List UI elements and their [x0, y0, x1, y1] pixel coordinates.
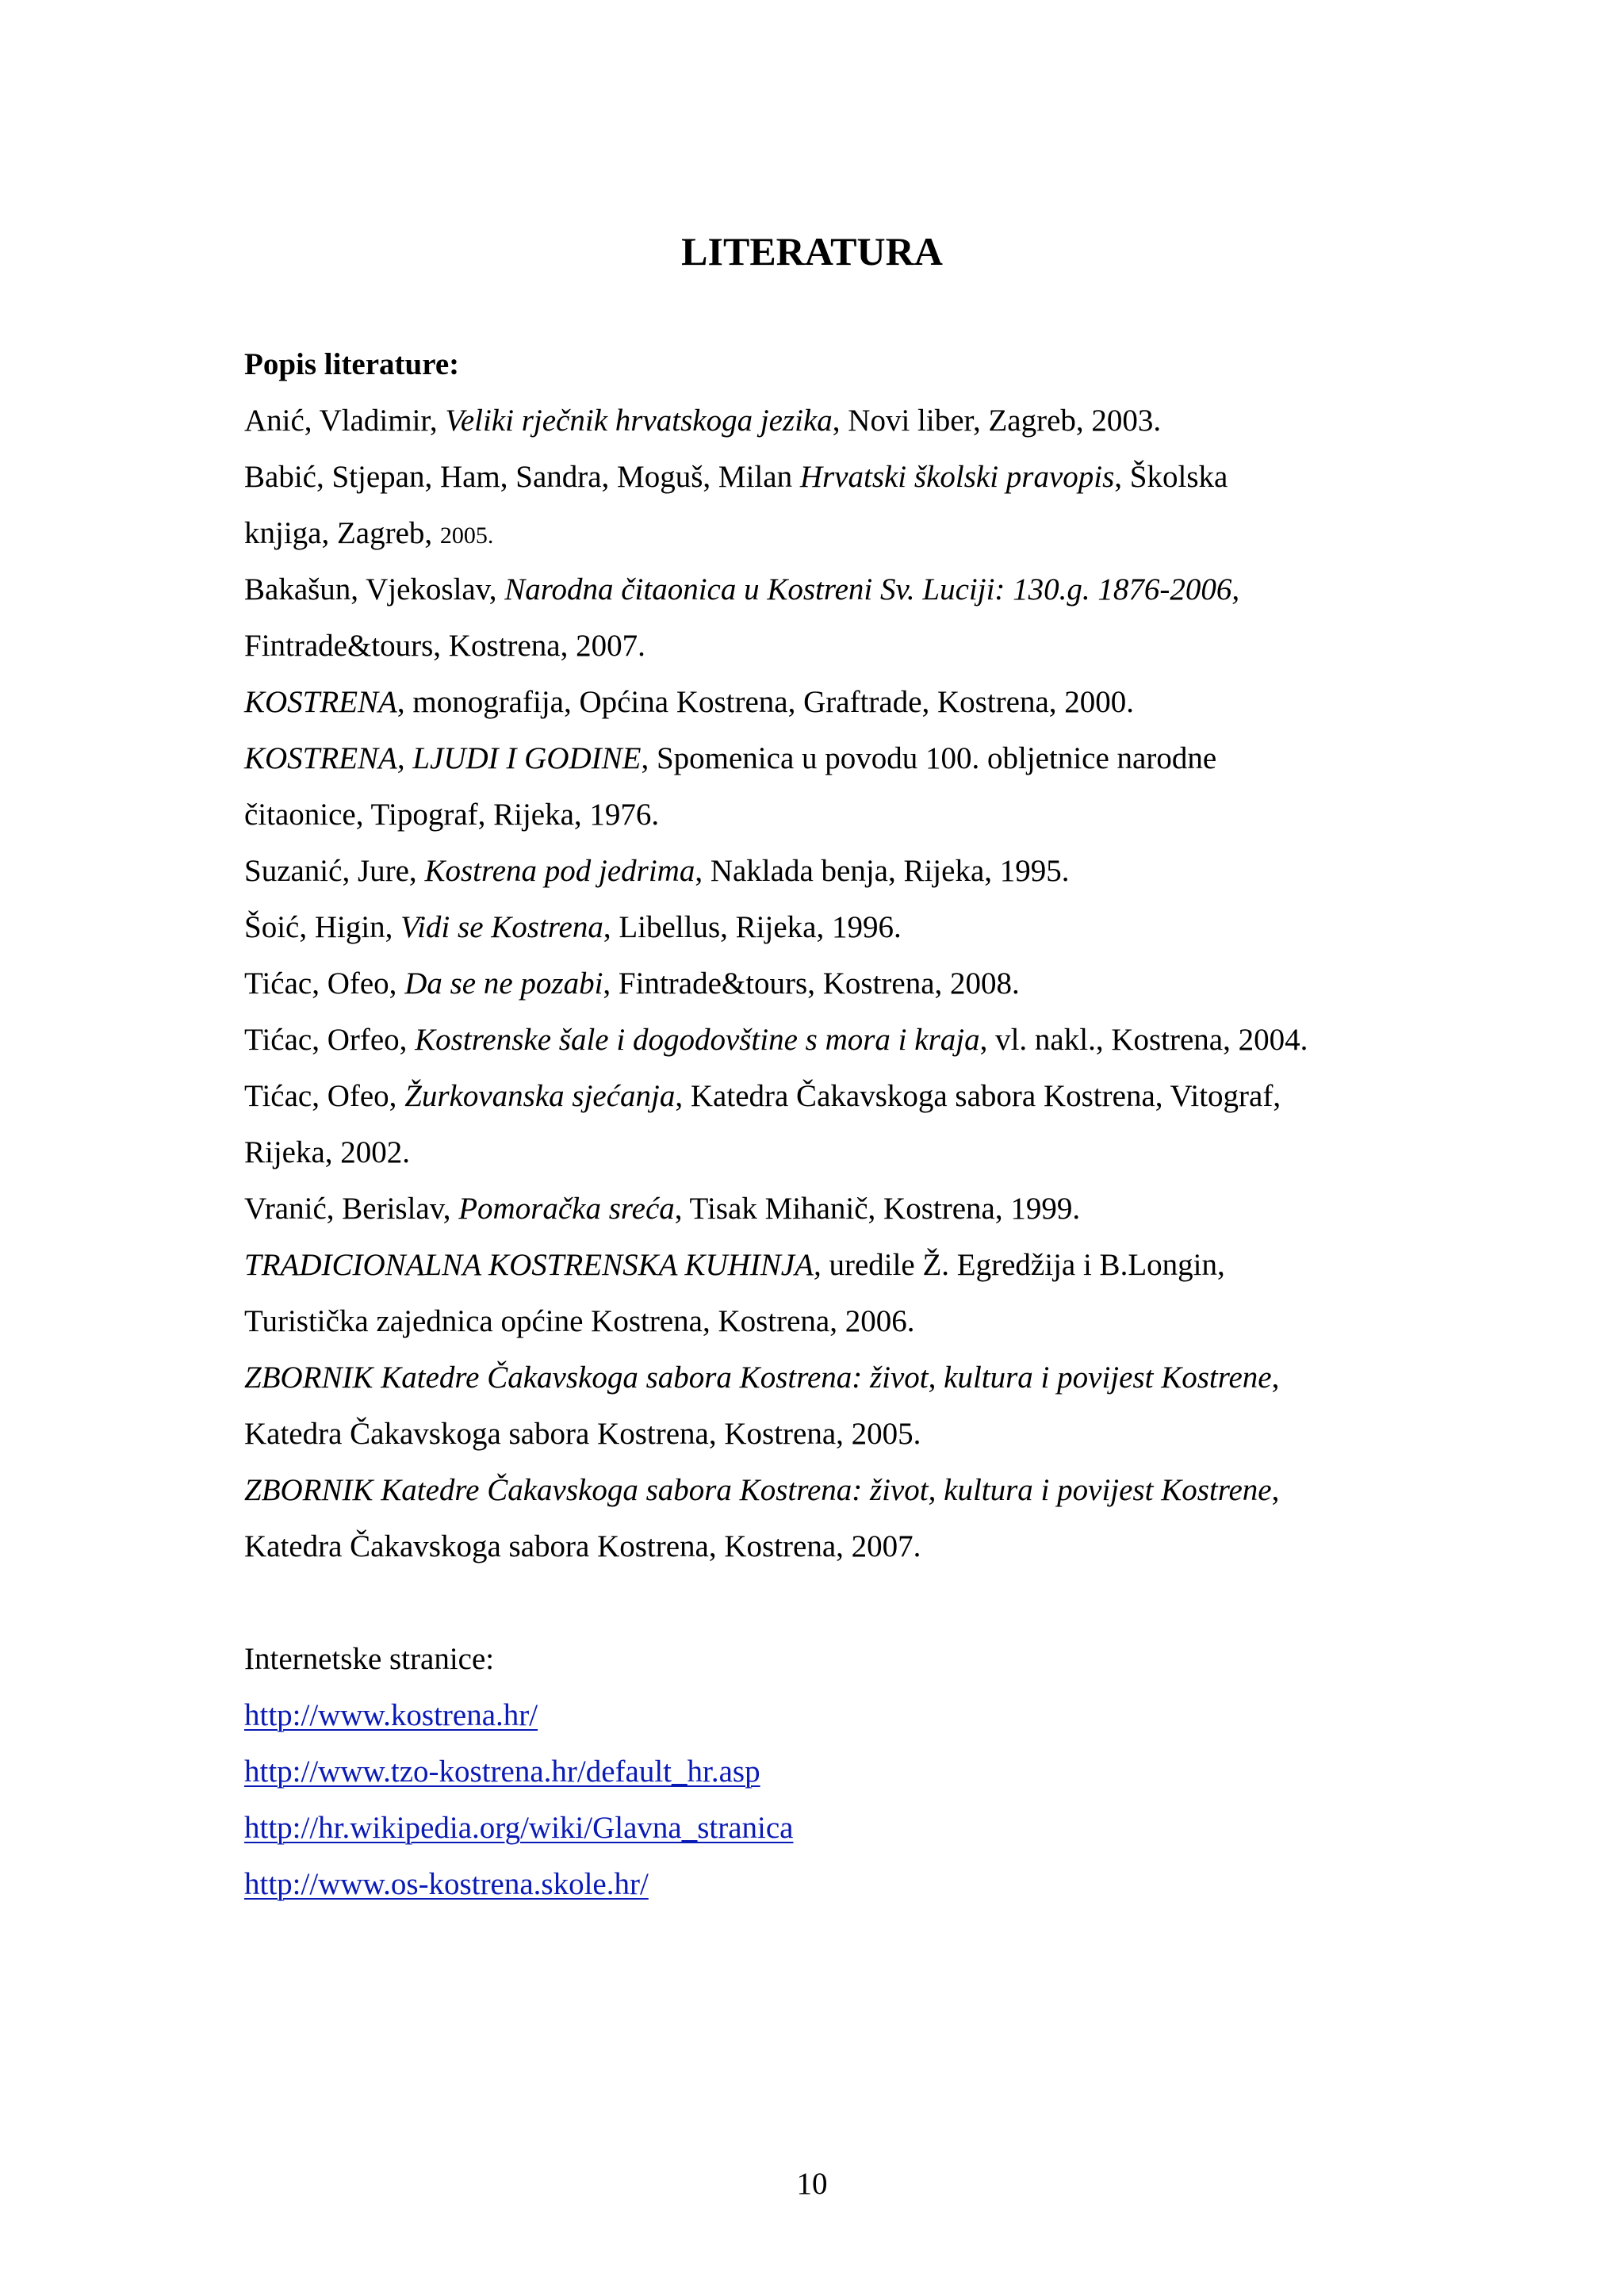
section-gap [244, 1575, 1434, 1631]
bibliography-line [244, 1068, 1434, 1124]
bibliography-text: , Fintrade&tours, Kostrena, 2008. [603, 966, 1020, 1001]
page-number: 10 [796, 2167, 828, 2201]
bibliography-text: , Naklada benja, Rijeka, 1995. [695, 854, 1070, 888]
bibliography-text: Katedra Čakavskoga sabora Kostrena, Kostrena, 2007. [244, 1529, 921, 1563]
web-links-list [244, 1687, 1434, 1912]
bibliography-line [244, 505, 1434, 561]
bibliography-text: , Novi liber, Zagreb, 2003. [832, 404, 1162, 438]
bibliography-title-text: KOSTRENA [244, 685, 397, 719]
bibliography-text: Šoić, Higin, [244, 910, 401, 944]
bibliography-title-text: Narodna čitaonica u Kostreni Sv. Luciji: 130.g. 1876-2006, [504, 572, 1240, 607]
bibliography-text: , [1271, 1473, 1280, 1507]
bibliography-line [244, 449, 1434, 505]
bibliography-line [244, 1406, 1434, 1462]
bibliography-text: , Školska [1114, 460, 1228, 494]
bibliography-line [244, 1237, 1434, 1293]
bibliography-text: Turistička zajednica općine Kostrena, Kostrena, 2006. [244, 1304, 915, 1338]
bibliography-title-text: Hrvatski školski pravopis [799, 460, 1115, 494]
bibliography-text: Rijeka, 2002. [244, 1135, 411, 1169]
bibliography-text: Katedra Čakavskoga sabora Kostrena, Kostrena, 2005. [244, 1417, 921, 1451]
bibliography-line [244, 1012, 1434, 1068]
literature-content [244, 336, 1434, 1912]
bibliography-title-text: Žurkovanska sjećanja [404, 1079, 676, 1113]
bibliography-line [244, 843, 1434, 899]
bibliography-text: , monografija, Općina Kostrena, Graftrade, Kostrena, 2000. [396, 685, 1135, 719]
bibliography-text: , [1271, 1360, 1280, 1395]
bibliography-line [244, 561, 1434, 618]
bibliography-text: Fintrade&tours, Kostrena, 2007. [244, 629, 645, 663]
bibliography-text: , Katedra Čakavskoga sabora Kostrena, Vitograf, [675, 1079, 1281, 1113]
web-link[interactable]: http://www.tzo-kostrena.hr/default_hr.asp [244, 1755, 760, 1789]
web-link-item [244, 1800, 1434, 1856]
bibliography-text: knjiga, Zagreb, [244, 516, 440, 550]
bibliography-text: Anić, Vladimir, [244, 404, 446, 438]
bibliography-text: Bakašun, Vjekoslav, [244, 572, 505, 607]
bibliography-title-text: KOSTRENA, LJUDI I GODINE [244, 741, 642, 775]
bibliography-line [244, 1181, 1434, 1237]
page-title: LITERATURA [681, 229, 943, 274]
bibliography-line [244, 899, 1434, 955]
web-link-item [244, 1687, 1434, 1743]
web-link[interactable]: http://hr.wikipedia.org/wiki/Glavna_stranica [244, 1811, 794, 1845]
bibliography-title-text: Da se ne pozabi [404, 966, 603, 1001]
bibliography-text: 2005. [439, 522, 494, 549]
bibliography-title-text: Kostrena pod jedrima [424, 854, 695, 888]
bibliography-text: , vl. nakl., Kostrena, 2004. [979, 1023, 1308, 1057]
web-link-item [244, 1856, 1434, 1912]
bibliography-line [244, 955, 1434, 1012]
bibliography-title-text: Pomoračka sreća [458, 1192, 675, 1226]
bibliography-text: , Spomenica u povodu 100. obljetnice narodne [641, 741, 1217, 775]
bibliography-line [244, 1518, 1434, 1575]
bibliography-line [244, 786, 1434, 843]
bibliography-line [244, 1462, 1434, 1518]
bibliography-text: Suzanić, Jure, [244, 854, 425, 888]
bibliography-list [244, 392, 1434, 1575]
bibliography-text: Tićac, Ofeo, [244, 1079, 405, 1113]
bibliography-title-text: ZBORNIK Katedre Čakavskoga sabora Kostrena: život, kultura i povijest Kostrene [244, 1473, 1272, 1507]
bibliography-heading: Popis literature: [244, 347, 460, 381]
bibliography-line [244, 730, 1434, 786]
bibliography-title-text: ZBORNIK Katedre Čakavskoga sabora Kostrena: život, kultura i povijest Kostrene [244, 1360, 1272, 1395]
bibliography-line [244, 618, 1434, 674]
bibliography-title-text: Veliki rječnik hrvatskoga jezika [445, 404, 833, 438]
bibliography-title-text: TRADICIONALNA KOSTRENSKA KUHINJA, [244, 1248, 822, 1282]
bibliography-text: Tićac, Ofeo, [244, 966, 405, 1001]
bibliography-line [244, 674, 1434, 730]
bibliography-text: Babić, Stjepan, Ham, Sandra, Moguš, Milan [244, 460, 800, 494]
bibliography-text: , Tisak Mihanič, Kostrena, 1999. [674, 1192, 1081, 1226]
web-link[interactable]: http://www.os-kostrena.skole.hr/ [244, 1867, 649, 1901]
web-link-item [244, 1743, 1434, 1800]
web-heading: Internetske stranice: [244, 1642, 495, 1676]
bibliography-title-text: Kostrenske šale i dogodovštine s mora i kraja [415, 1023, 980, 1057]
bibliography-text: Tićac, Orfeo, [244, 1023, 416, 1057]
web-link[interactable]: http://www.kostrena.hr/ [244, 1698, 538, 1732]
bibliography-line [244, 392, 1434, 449]
bibliography-text: čitaonice, Tipograf, Rijeka, 1976. [244, 798, 660, 832]
bibliography-title-text: Vidi se Kostrena [400, 910, 603, 944]
bibliography-text: uredile Ž. Egredžija i B.Longin, [821, 1248, 1225, 1282]
bibliography-line [244, 1124, 1434, 1181]
bibliography-text: Vranić, Berislav, [244, 1192, 459, 1226]
bibliography-line [244, 1293, 1434, 1349]
bibliography-text: , Libellus, Rijeka, 1996. [603, 910, 902, 944]
bibliography-line [244, 1349, 1434, 1406]
